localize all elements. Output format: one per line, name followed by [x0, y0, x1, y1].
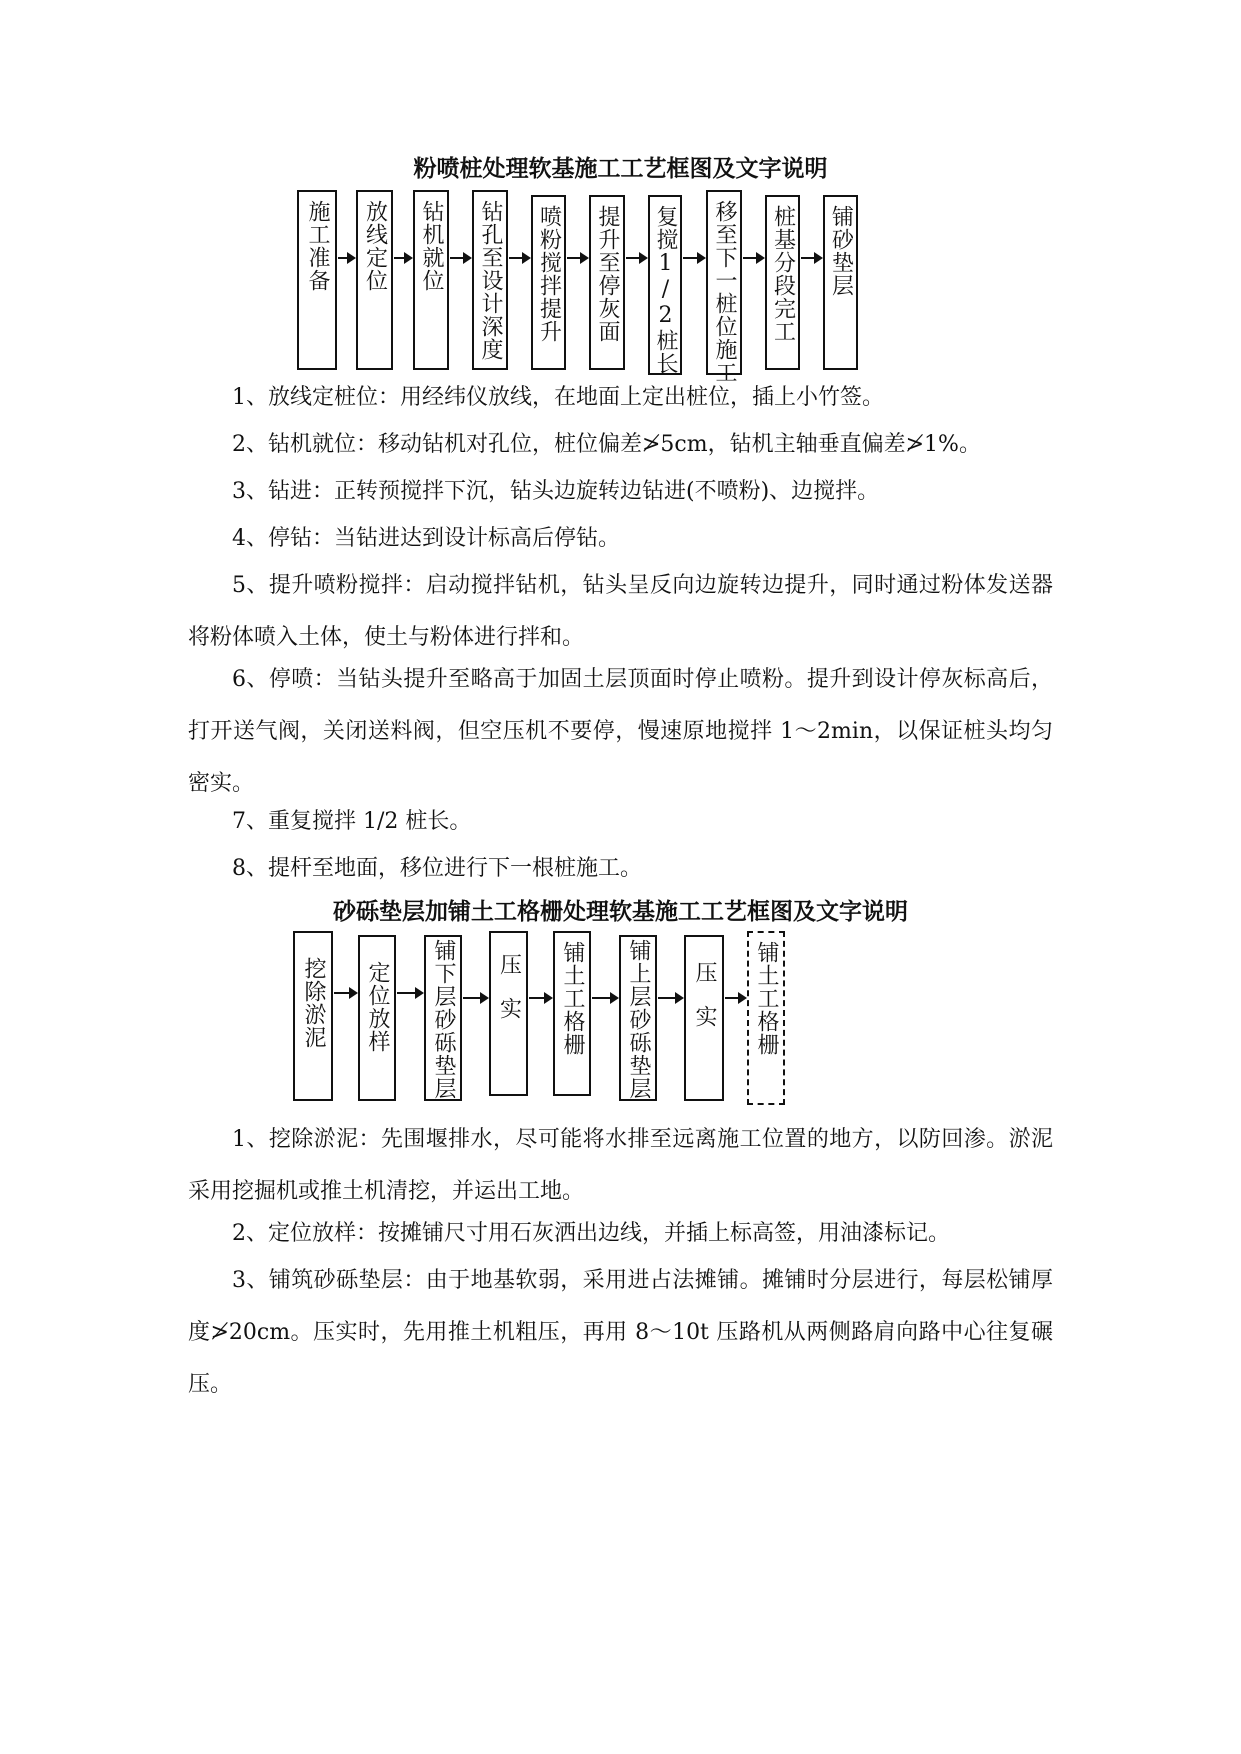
flow-arrow — [338, 257, 354, 259]
flow-arrow — [463, 997, 487, 999]
flow2-step-5 — [553, 931, 591, 1096]
flow-arrow — [801, 257, 821, 259]
flow2-step-1 — [293, 931, 333, 1101]
flow-arrow — [450, 257, 470, 259]
flow2-step-8 — [747, 931, 785, 1105]
section1-note-8: 8、提杆至地面，移位进行下一根桩施工。 — [232, 856, 642, 881]
flow2-step-6 — [619, 935, 657, 1101]
section1-note-3: 3、钻进：正转预搅拌下沉，钻头边旋转边钻进(不喷粉)、边搅拌。 — [232, 479, 880, 504]
flow-step-label: 钻机就位 — [419, 200, 444, 292]
flow-step-label: 铺上层砂砾垫层 — [626, 939, 651, 1100]
flow-step-label: 铺土工格栅 — [754, 941, 779, 1056]
flow-arrow — [334, 992, 356, 994]
flow-step-7 — [648, 195, 682, 375]
section1-note-7: 7、重复搅拌 1/2 桩长。 — [232, 809, 472, 834]
section2-note-2: 2、定位放样：按摊铺尺寸用石灰洒出边线，并插上标高签，用油漆标记。 — [232, 1221, 950, 1246]
section1-title: 粉喷桩处理软基施工工艺框图及文字说明 — [413, 156, 828, 182]
section2-note-3: 3、铺筑砂砾垫层：由于地基软弱，采用进占法摊铺。摊铺时分层进行，每层松铺厚度≯20cm。压实时，先用推土机粗压，再用 8～10t 压路机从两侧路肩向路中心往复碾压。 — [188, 1268, 1053, 1397]
flow-step-10 — [823, 195, 858, 370]
flow-step-2 — [356, 190, 393, 370]
flow-step-label: 施工准备 — [305, 200, 330, 292]
section2-note-1: 1、挖除淤泥：先围堰排水，尽可能将水排至远离施工位置的地方，以防回渗。淤泥采用挖掘机或推土机清挖，并运出工地。 — [188, 1127, 1053, 1204]
flow2-step-2 — [358, 935, 396, 1101]
flow-step-4 — [472, 190, 508, 370]
flow-step-label: 铺砂垫层 — [828, 205, 854, 297]
flow-step-label: 复搅1/2桩长 — [653, 205, 678, 375]
flow-arrow — [592, 997, 617, 999]
flow-arrow — [725, 997, 745, 999]
flow-arrow — [509, 257, 529, 259]
flow2-step-4 — [489, 931, 528, 1096]
flow-step-6 — [589, 195, 625, 370]
section1-note-4: 4、停钻：当钻进达到设计标高后停钻。 — [232, 526, 620, 551]
section2-title: 砂砾垫层加铺土工格栅处理软基施工工艺框图及文字说明 — [333, 899, 908, 925]
flow-step-3 — [413, 190, 449, 370]
flow-step-label: 压实 — [496, 953, 522, 1041]
flow-step-label: 移至下一桩位施工 — [712, 200, 737, 384]
flow-arrow — [658, 997, 682, 999]
flow-step-label: 提升至停灰面 — [595, 205, 620, 343]
section1-note-2: 2、钻机就位：移动钻机对孔位，桩位偏差≯5cm，钻机主轴垂直偏差≯1%。 — [232, 432, 981, 457]
flow-step-label: 放线定位 — [362, 200, 388, 292]
flow-step-label: 压实 — [692, 961, 717, 1049]
flow2-step-7 — [684, 935, 724, 1101]
section1-note-6: 6、停喷：当钻头提升至略高于加固土层顶面时停止喷粉。提升到设计停灰标高后，打开送气阀，关闭送料阀，但空压机不要停，慢速原地搅拌 1～2min，以保证桩头均匀密实。 — [188, 667, 1053, 796]
flow-step-label: 挖除淤泥 — [301, 957, 326, 1049]
flow-step-label: 铺土工格栅 — [560, 941, 585, 1056]
flow-arrow — [529, 997, 551, 999]
section1-note-5: 5、提升喷粉搅拌：启动搅拌钻机，钻头呈反向边旋转边提升，同时通过粉体发送器将粉体喷入土体，使土与粉体进行拌和。 — [188, 573, 1053, 650]
flow-step-1 — [297, 190, 337, 370]
flow-step-label: 桩基分段完工 — [770, 205, 796, 343]
flow2-step-3 — [424, 935, 462, 1101]
flow-step-label: 钻孔至设计深度 — [478, 200, 503, 361]
flow-arrow — [397, 992, 422, 994]
flow-step-5 — [531, 195, 566, 370]
flow-arrow — [626, 257, 646, 259]
flow-step-label: 铺下层砂砾垫层 — [431, 939, 456, 1100]
flow-step-label: 定位放样 — [365, 961, 390, 1053]
flow-step-9 — [765, 195, 800, 370]
flow-step-8 — [706, 190, 742, 384]
flow-arrow — [683, 257, 704, 259]
flow-arrow — [567, 257, 587, 259]
flow-arrow — [394, 257, 411, 259]
section1-note-1: 1、放线定桩位：用经纬仪放线，在地面上定出桩位，插上小竹签。 — [232, 385, 884, 410]
flow-arrow — [743, 257, 763, 259]
flow-step-label: 喷粉搅拌提升 — [536, 205, 562, 343]
